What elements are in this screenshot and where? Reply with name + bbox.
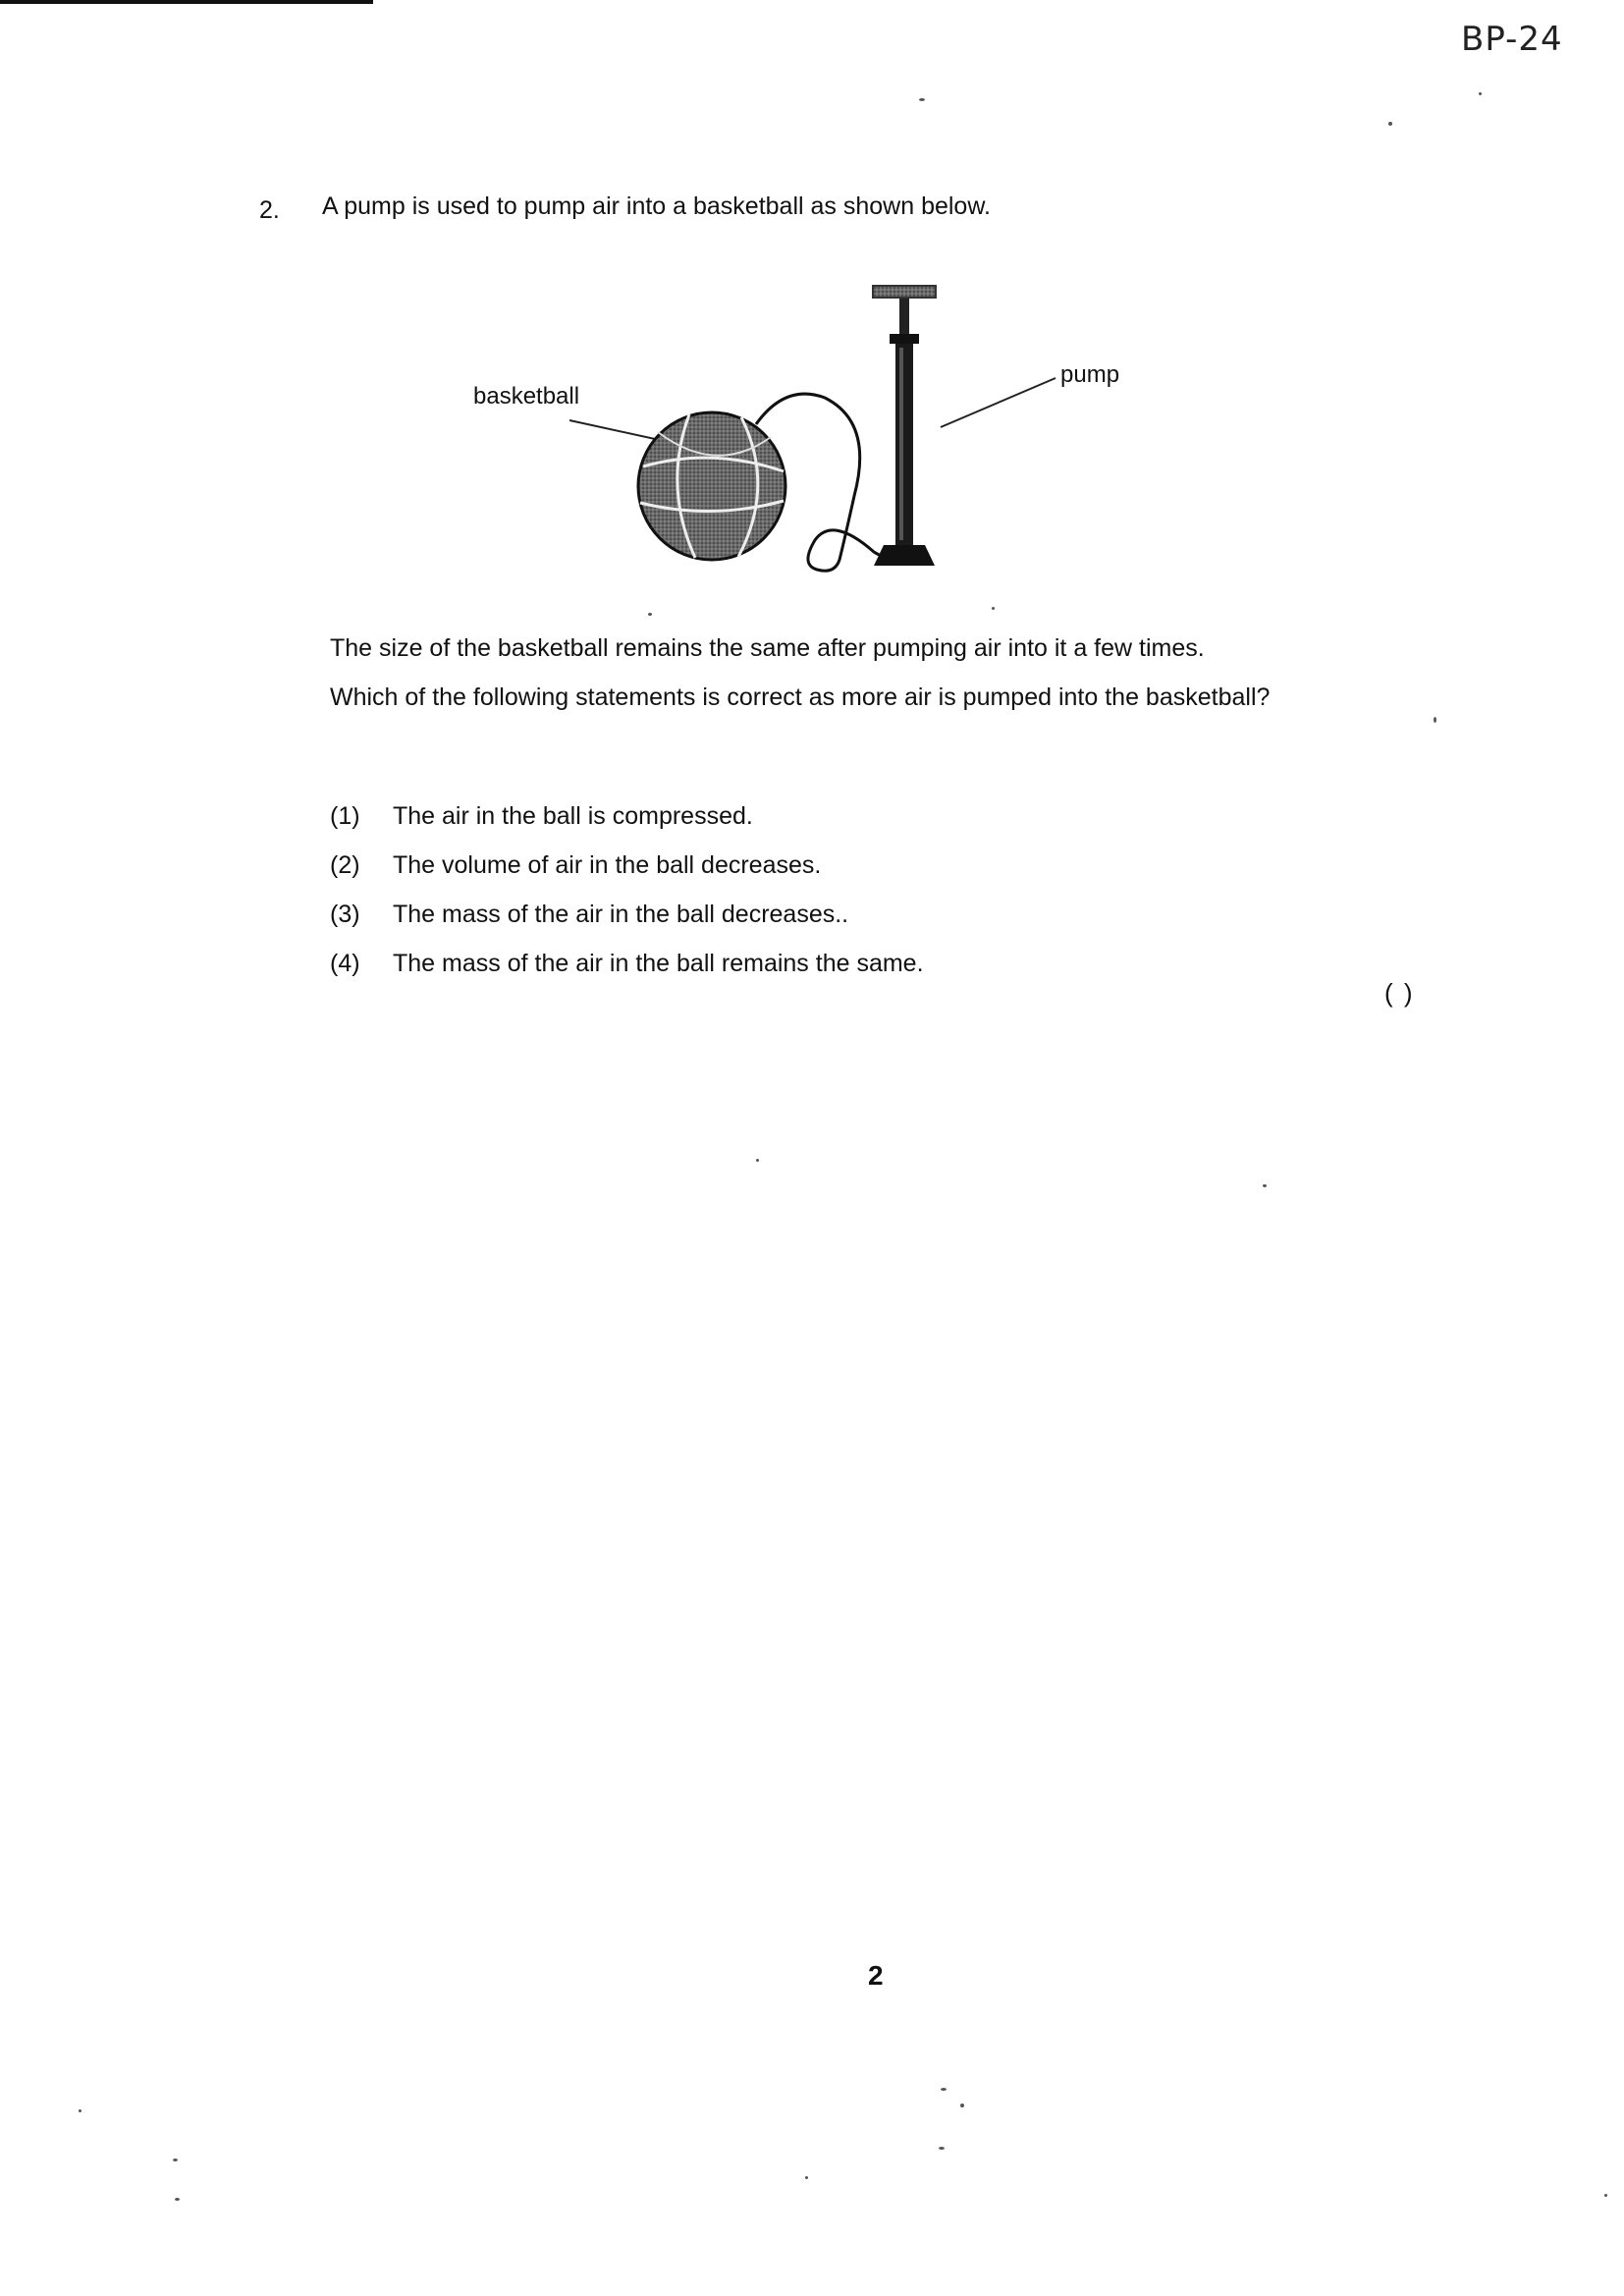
label-pump: pump: [1060, 361, 1120, 388]
basketball-pump-figure: [461, 275, 1168, 589]
question-stem: A pump is used to pump air into a basketball as shown below.: [322, 192, 991, 220]
scan-speck: [1604, 2194, 1607, 2197]
option-1[interactable]: [330, 792, 924, 841]
option-text: The mass of the air in the ball decreases..: [393, 900, 849, 928]
scan-speck: [175, 2198, 180, 2201]
question-number: 2.: [259, 196, 280, 224]
question-paragraph-1: The size of the basketball remains the same after pumping air into it a few times.: [330, 634, 1205, 662]
question-paragraph-2: Which of the following statements is correct as more air is pumped into the basketball?: [330, 683, 1271, 711]
scan-speck: [756, 1159, 759, 1162]
scan-speck: [939, 2147, 945, 2150]
page-number: 2: [868, 1960, 884, 1991]
basketball-icon: [638, 412, 785, 560]
scan-speck: [1263, 1184, 1267, 1187]
option-2[interactable]: [330, 841, 924, 890]
answer-bracket[interactable]: ( ): [1384, 978, 1415, 1008]
option-number: (1): [330, 801, 360, 830]
option-text: The air in the ball is compressed.: [393, 801, 753, 830]
scan-speck: [992, 607, 995, 610]
scan-speck: [960, 2104, 964, 2107]
scan-speck: [919, 98, 925, 101]
scan-speck: [941, 2088, 947, 2091]
label-basketball: basketball: [473, 383, 580, 410]
scan-speck: [1479, 92, 1482, 95]
option-number: (4): [330, 949, 360, 977]
option-number: (3): [330, 900, 360, 928]
figure-drawing: [461, 275, 1168, 589]
option-text: The mass of the air in the ball remains the same.: [393, 949, 924, 977]
scan-speck: [1434, 717, 1436, 723]
scan-speck: [648, 613, 652, 616]
scan-speck: [805, 2176, 808, 2179]
top-rule: [0, 0, 373, 4]
scan-speck: [1388, 122, 1392, 126]
option-3[interactable]: [330, 890, 924, 939]
option-4[interactable]: [330, 939, 924, 988]
option-text: The volume of air in the ball decreases.: [393, 850, 822, 879]
scan-speck: [79, 2109, 81, 2112]
pump-icon: [872, 285, 937, 566]
pump-leader-line: [941, 378, 1056, 427]
scan-speck: [173, 2159, 178, 2161]
options-list: [330, 792, 924, 988]
page-code: BP-24: [1461, 20, 1563, 59]
option-number: (2): [330, 850, 360, 879]
